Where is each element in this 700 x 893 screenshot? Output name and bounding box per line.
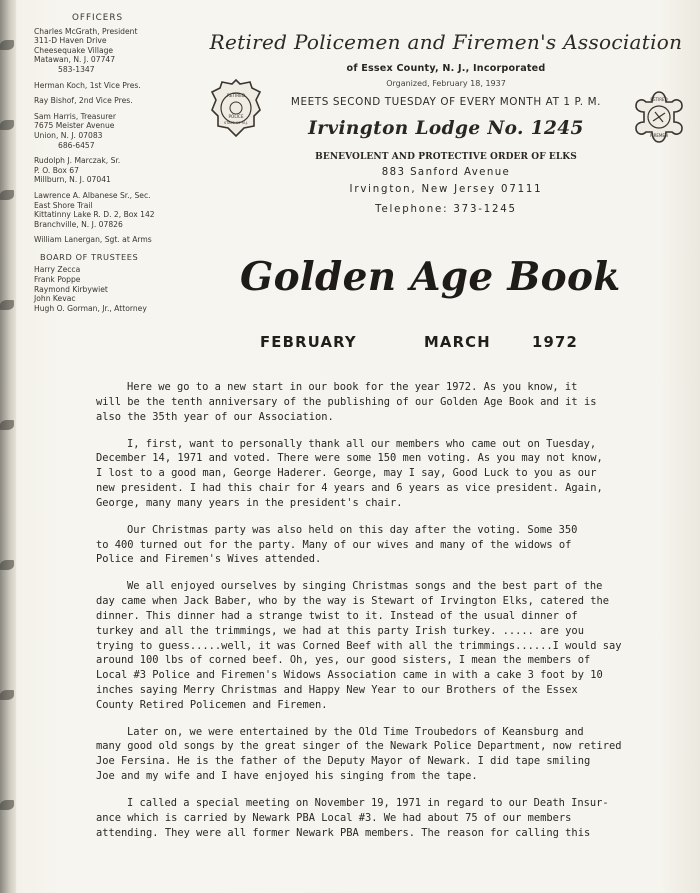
text-line: inches saying Merry Christmas and Happy New Year to our Brothers of the Essex — [96, 683, 578, 696]
officer-line: 311-D Haven Drive — [34, 36, 107, 46]
text-line: Here we go to a new start in our book for the year 1972. As you know, it — [127, 381, 578, 393]
lodge-name: Irvington Lodge No. 1245 — [308, 118, 584, 139]
telephone: Telephone: 373-1245 — [375, 204, 517, 215]
binding-edge — [0, 0, 16, 893]
text-line: day came when Jack Baber, who by the way is Stewart of Irvington Elks, catered the — [96, 595, 609, 608]
trustee-line: Frank Poppe — [34, 275, 81, 285]
officer-line: Kittatinny Lake R. D. 2, Box 142 — [34, 210, 155, 220]
margin-decoration — [0, 690, 14, 700]
officers-column — [34, 14, 204, 319]
paragraph — [96, 380, 686, 424]
seal-text-bottom: FIREMEN — [650, 133, 668, 138]
margin-decoration — [0, 40, 14, 50]
margin-decoration — [0, 300, 14, 310]
trustee-line: Raymond Kirbywiet — [34, 284, 108, 294]
officer-line: Cheesequake Village — [34, 45, 114, 55]
text-line: County Retired Policemen and Firemen. — [96, 698, 328, 711]
officer-line: Sam Harris, Treasurer — [34, 111, 116, 121]
text-line: many good old songs by the great singer of the Newark Police Department, now retired — [96, 740, 622, 753]
officer-line: Herman Koch, 1st Vice Pres. — [34, 80, 141, 90]
officer-block — [34, 112, 204, 150]
text-line: I called a special meeting on November 19, 1971 in regard to our Death Insur- — [127, 797, 609, 810]
paragraph — [96, 437, 686, 511]
police-badge-icon — [210, 78, 262, 138]
text-line: December 14, 1971 and voted. There were some 150 men voting. As you may not know, — [96, 452, 603, 465]
trustees-list — [34, 265, 204, 313]
margin-decoration — [0, 800, 14, 810]
officer-line: William Lanergan, Sgt. at Arms — [34, 235, 152, 245]
text-line: I lost to a good man, George Haderer. George, may I say, Good Luck to you as our — [96, 467, 597, 480]
officer-line: 686-6457 — [58, 140, 95, 150]
officer-line: Matawan, N. J. 07747 — [34, 55, 116, 65]
trustee-line: Harry Zecca — [34, 265, 81, 275]
text-line: ance which is carried by Newark PBA Local #3. We had about 75 of our members — [96, 811, 572, 824]
officer-block — [34, 235, 204, 245]
paragraph — [96, 523, 686, 567]
officer-block — [34, 27, 204, 75]
text-line: Later on, we were entertained by the Old Time Troubedors of Keansburg and — [127, 725, 584, 738]
badge-text-mid: POLICE — [228, 114, 244, 119]
text-line: I, first, want to personally thank all our members who came out on Tuesday, — [127, 437, 597, 450]
officer-block — [34, 96, 204, 106]
letter-body — [96, 380, 686, 853]
fire-maltese-cross-icon — [630, 88, 688, 146]
margin-decoration — [0, 420, 14, 430]
margin-decoration — [0, 560, 14, 570]
trustee-line: John Kevac — [34, 294, 76, 304]
issue-year: 1972 — [532, 334, 578, 351]
book-title: Golden Age Book — [240, 254, 621, 300]
officer-line: Millburn, N. J. 07041 — [34, 175, 111, 185]
officer-block — [34, 191, 204, 229]
badge-text-top: RETIRED — [226, 93, 246, 98]
officer-block — [34, 81, 204, 91]
text-line: dinner. This dinner had a strange twist to it. Instead of the usual dinner of — [96, 609, 578, 622]
association-name: Retired Policemen and Firemen's Association — [209, 30, 683, 54]
city-address: Irvington, New Jersey 07111 — [349, 184, 543, 195]
county-line: of Essex County, N. J., Incorporated — [346, 63, 546, 74]
text-line: trying to guess.....well, it was Corned Beef with all the trimmings......I would say — [96, 639, 622, 652]
officer-line: Charles McGrath, President — [34, 26, 138, 36]
text-line: George, many many years in the president's chair. — [96, 496, 403, 509]
officer-line: East Shore Trail — [34, 200, 93, 210]
seal-text-top: RETIRED — [650, 97, 668, 102]
text-line: Joe Fersina. He is the father of the Deputy Mayor of Newark. I did tape smiling — [96, 755, 591, 768]
paragraph — [96, 796, 686, 840]
officer-line: 583-1347 — [58, 64, 95, 74]
margin-decoration — [0, 190, 14, 200]
officer-line: Rudolph J. Marczak, Sr. — [34, 156, 121, 166]
text-line: turkey and all the trimmings, we had at this party Irish turkey. ..... are you — [96, 624, 584, 637]
elks-order: BENEVOLENT AND PROTECTIVE ORDER OF ELKS — [315, 152, 577, 162]
badge-text-bottom: STATE OF N.J. — [223, 121, 249, 125]
margin-decoration — [0, 120, 14, 130]
text-line: Our Christmas party was also held on this day after the voting. Some 350 — [127, 523, 578, 536]
text-line: Police and Firemen's Wives attended. — [96, 553, 322, 566]
paragraph — [96, 725, 686, 784]
text-line: also the 35th year of our Association. — [96, 410, 334, 423]
text-line: We all enjoyed ourselves by singing Christmas songs and the best part of the — [127, 580, 603, 593]
text-line: will be the tenth anniversary of the publishing of our Golden Age Book and it is — [96, 395, 597, 408]
officer-line: Branchville, N. J. 07826 — [34, 219, 123, 229]
officer-line: Ray Bishof, 2nd Vice Pres. — [34, 96, 133, 106]
text-line: Local #3 Police and Firemen's Widows Association came in with a cake 3 foot by 10 — [96, 669, 603, 682]
officer-line: Union, N. J. 07083 — [34, 130, 103, 140]
trustees-heading: BOARD OF TRUSTEES — [40, 251, 139, 262]
meeting-schedule: MEETS SECOND TUESDAY OF EVERY MONTH AT 1 P. M. — [290, 96, 602, 108]
paragraph — [96, 579, 686, 712]
text-line: around 100 lbs of corned beef. Oh, yes, our good sisters, I mean the members of — [96, 654, 591, 667]
text-line: attending. They were all former Newark PBA members. The reason for calling this — [96, 826, 591, 839]
text-line: to 400 turned out for the party. Many of our wives and many of the widows of — [96, 538, 572, 551]
street-address: 883 Sanford Avenue — [381, 167, 511, 178]
officers-heading: OFFICERS — [72, 13, 124, 23]
text-line: Joe and my wife and I have enjoyed his singing from the tape. — [96, 770, 478, 783]
organized-date: Organized, February 18, 1937 — [386, 79, 506, 88]
issue-month-1: FEBRUARY — [260, 334, 357, 351]
officer-line: Lawrence A. Albanese Sr., Sec. — [34, 190, 151, 200]
trustee-line: Hugh O. Gorman, Jr., Attorney — [34, 303, 147, 313]
issue-month-2: MARCH — [424, 334, 491, 351]
officer-line: P. O. Box 67 — [34, 165, 79, 175]
text-line: new president. I had this chair for 4 years and 6 years as vice president. Again, — [96, 481, 603, 494]
officer-line: 7675 Meister Avenue — [34, 121, 115, 131]
officer-block — [34, 156, 204, 185]
